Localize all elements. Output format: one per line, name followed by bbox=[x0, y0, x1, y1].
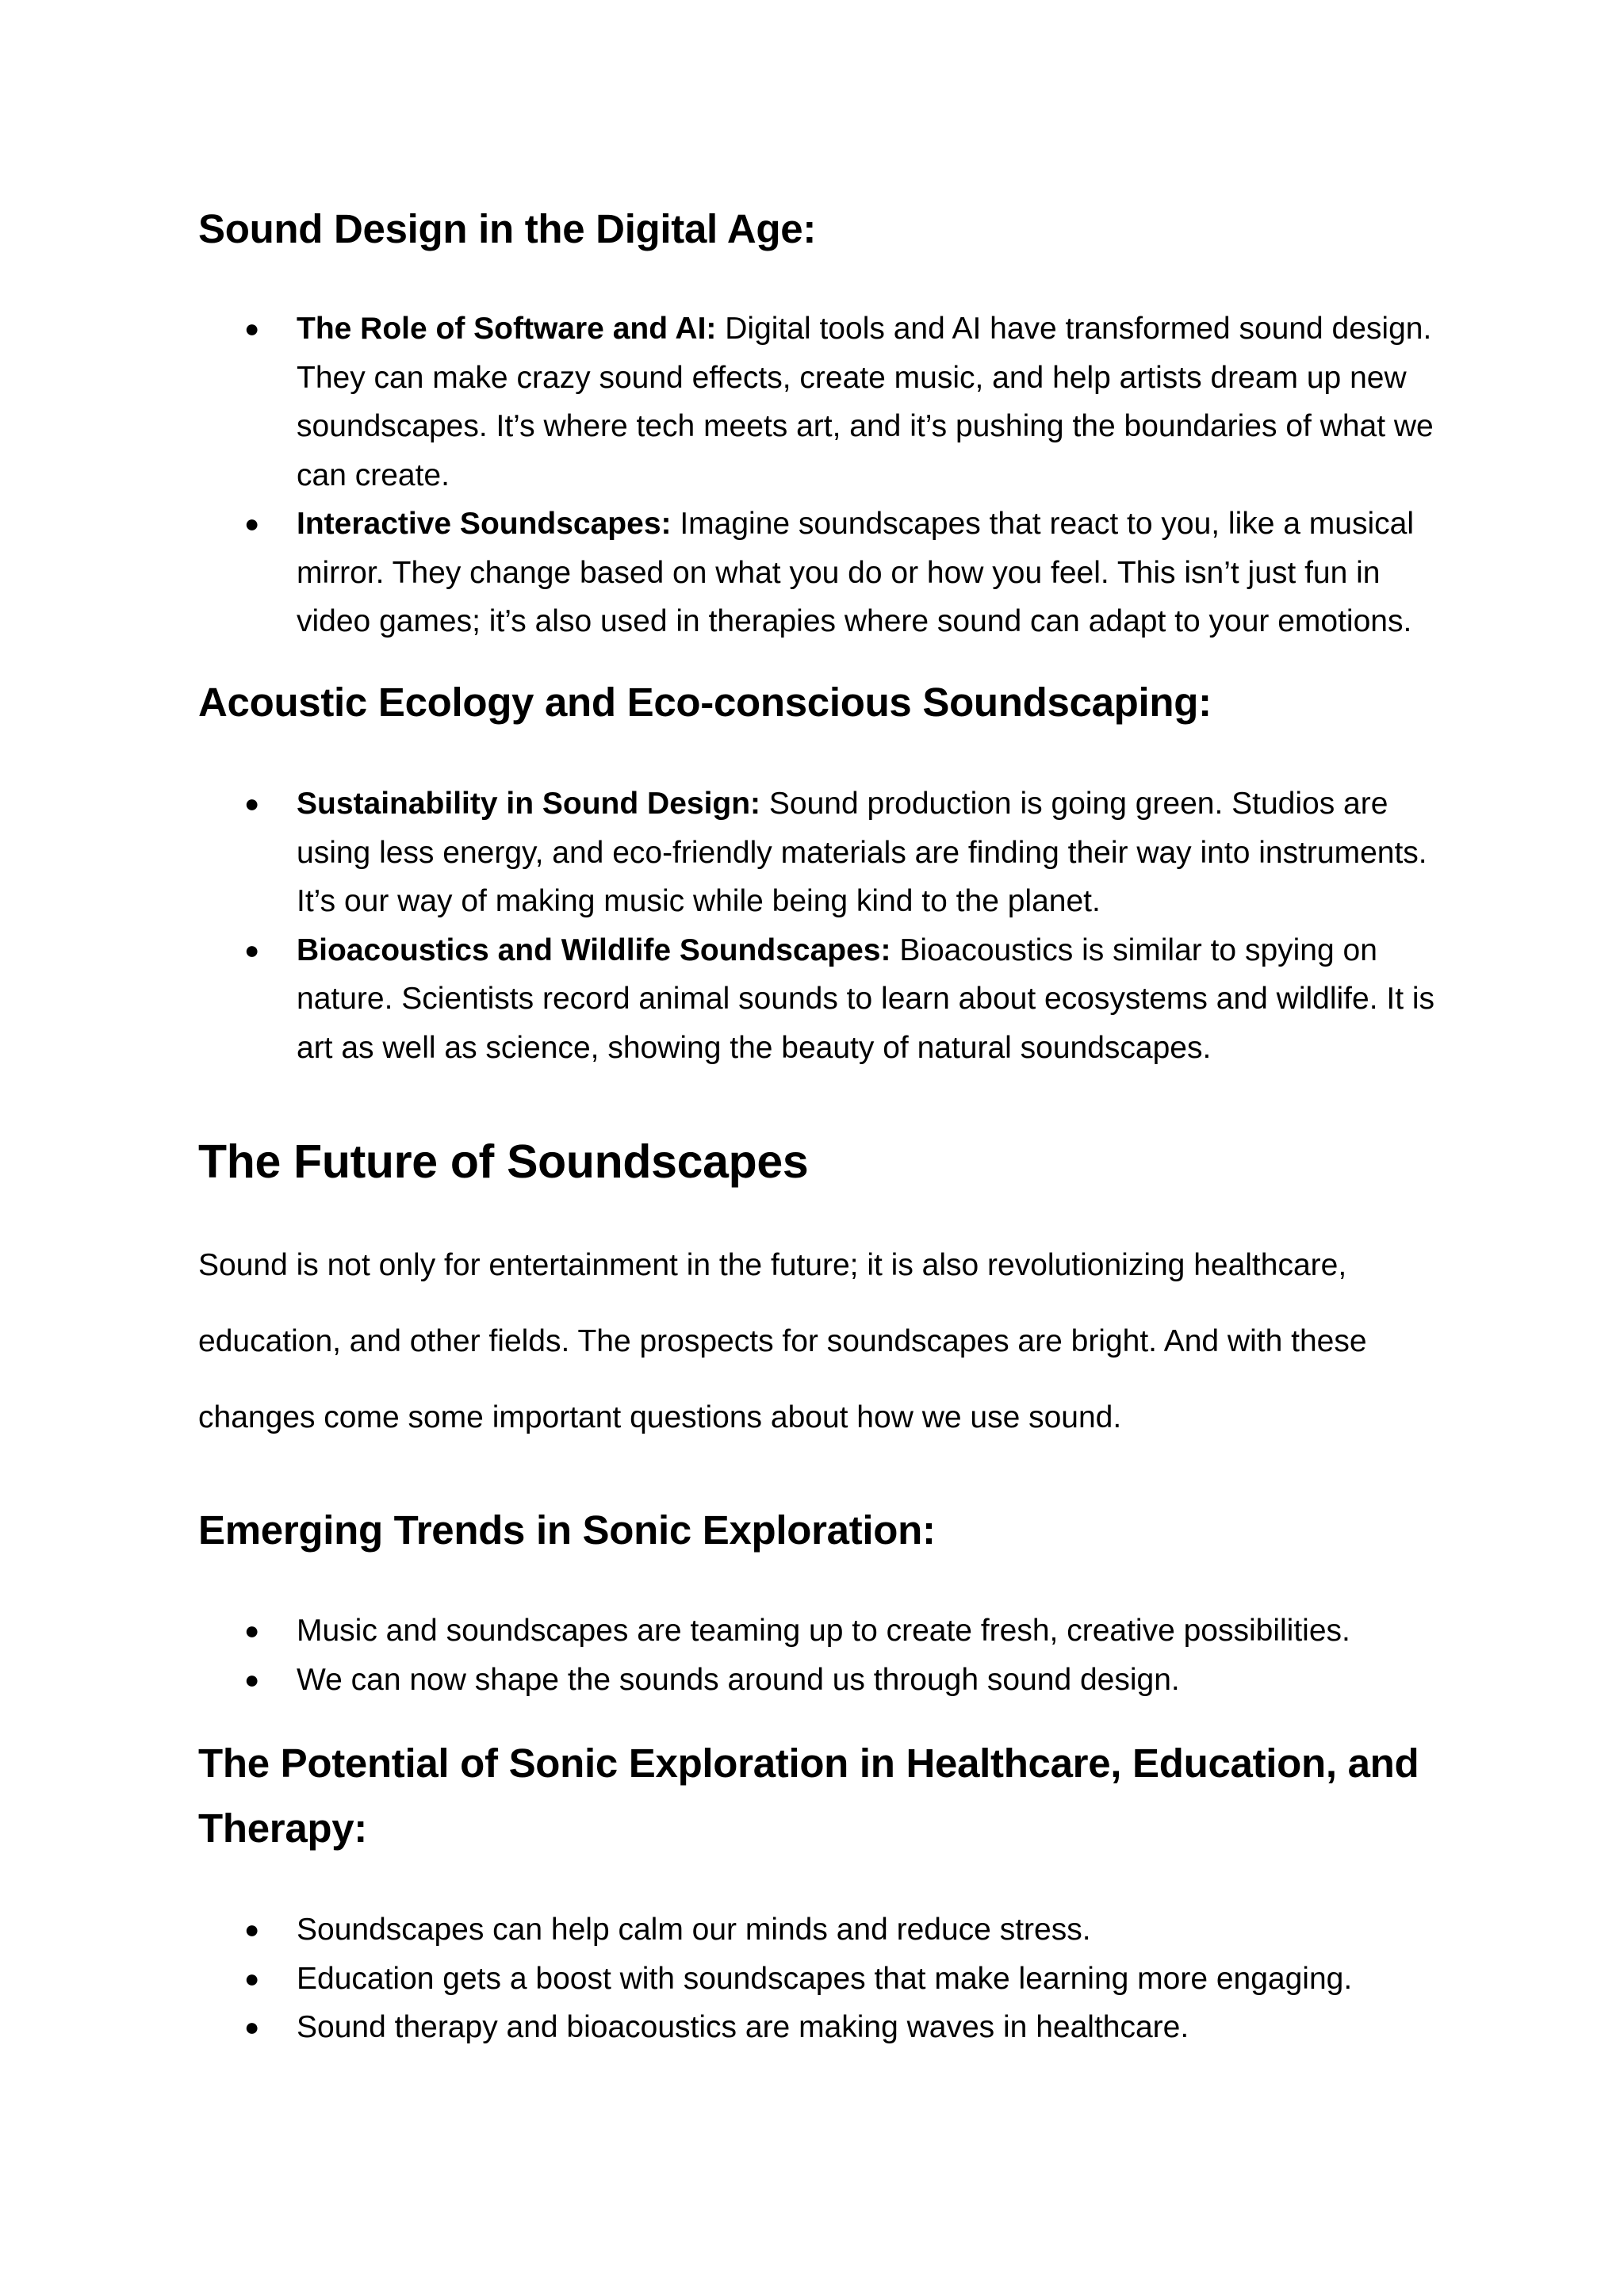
heading-emerging-trends: Emerging Trends in Sonic Exploration: bbox=[198, 1507, 936, 1553]
bullet-icon: ● bbox=[244, 1616, 260, 1645]
bullet-icon: ● bbox=[244, 935, 260, 964]
bullet-icon: ● bbox=[244, 1915, 260, 1944]
item-text: Bioacoustics is similar to spying on nature. Scientists record animal sounds to learn about ecosystems and wildlife. It is art as well as science, showing the beauty of natural soundscapes. bbox=[297, 933, 1435, 1065]
list-acoustic-ecology bbox=[244, 779, 1450, 1072]
heading-digital-age: Sound Design in the Digital Age: bbox=[198, 206, 817, 251]
list-item bbox=[244, 1905, 1450, 1955]
bullet-icon: ● bbox=[244, 509, 260, 538]
item-text: Education gets a boost with soundscapes that make learning more engaging. bbox=[297, 1961, 1353, 1996]
heading-potential-line-2: Therapy: bbox=[198, 1806, 367, 1851]
heading-acoustic-ecology: Acoustic Ecology and Eco-conscious Soundscaping: bbox=[198, 680, 1212, 725]
item-lead: Sustainability in Sound Design: bbox=[297, 787, 761, 821]
list-item bbox=[244, 1607, 1450, 1656]
item-text: Sound production is going green. Studios are using less energy, and eco-friendly materials are finding their way into instruments. It’s our way of making music while being kind to the planet. bbox=[297, 787, 1427, 918]
list-item bbox=[244, 779, 1450, 926]
paragraph-future: Sound is not only for entertainment in the future; it is also revolutionizing healthcare, education, and other fields. The prospects for soundscapes are bright. And with these changes come some important questions about how we use sound. bbox=[198, 1248, 1367, 1434]
list-item bbox=[244, 1656, 1450, 1705]
list-emerging-trends bbox=[244, 1607, 1450, 1704]
item-lead: Interactive Soundscapes: bbox=[297, 507, 672, 541]
item-text: Digital tools and AI have transformed sound design. They can make crazy sound effects, create music, and help artists dream up new soundscapes. It’s where tech meets art, and it’s pushing the boundaries of what we can create. bbox=[297, 312, 1434, 492]
heading-future: The Future of Soundscapes bbox=[198, 1136, 809, 1188]
list-item bbox=[244, 2003, 1450, 2052]
item-text: Imagine soundscapes that react to you, like a musical mirror. They change based on what you do or how you feel. This isn’t just fun in video games; it’s also used in therapies where sound can adapt to your emotions. bbox=[297, 507, 1415, 638]
item-lead: Bioacoustics and Wildlife Soundscapes: bbox=[297, 933, 891, 967]
bullet-icon: ● bbox=[244, 2013, 260, 2041]
bullet-icon: ● bbox=[244, 1963, 260, 1993]
heading-potential-line-1: The Potential of Sonic Exploration in Healthcare, Education, and bbox=[198, 1741, 1419, 1786]
item-text: We can now shape the sounds around us through sound design. bbox=[297, 1662, 1180, 1697]
list-potential bbox=[244, 1905, 1450, 2052]
bullet-icon: ● bbox=[244, 1664, 260, 1694]
bullet-icon: ● bbox=[244, 789, 260, 818]
list-item bbox=[244, 500, 1450, 646]
bullet-icon: ● bbox=[244, 314, 260, 343]
list-item bbox=[244, 304, 1450, 500]
list-item bbox=[244, 926, 1450, 1073]
item-lead: The Role of Software and AI: bbox=[297, 312, 717, 346]
item-text: Music and soundscapes are teaming up to create fresh, creative possibilities. bbox=[297, 1614, 1350, 1648]
item-text: Soundscapes can help calm our minds and reduce stress. bbox=[297, 1913, 1091, 1947]
list-digital-age bbox=[244, 304, 1450, 646]
list-item bbox=[244, 1955, 1450, 2004]
item-text: Sound therapy and bioacoustics are making waves in healthcare. bbox=[297, 2010, 1189, 2044]
